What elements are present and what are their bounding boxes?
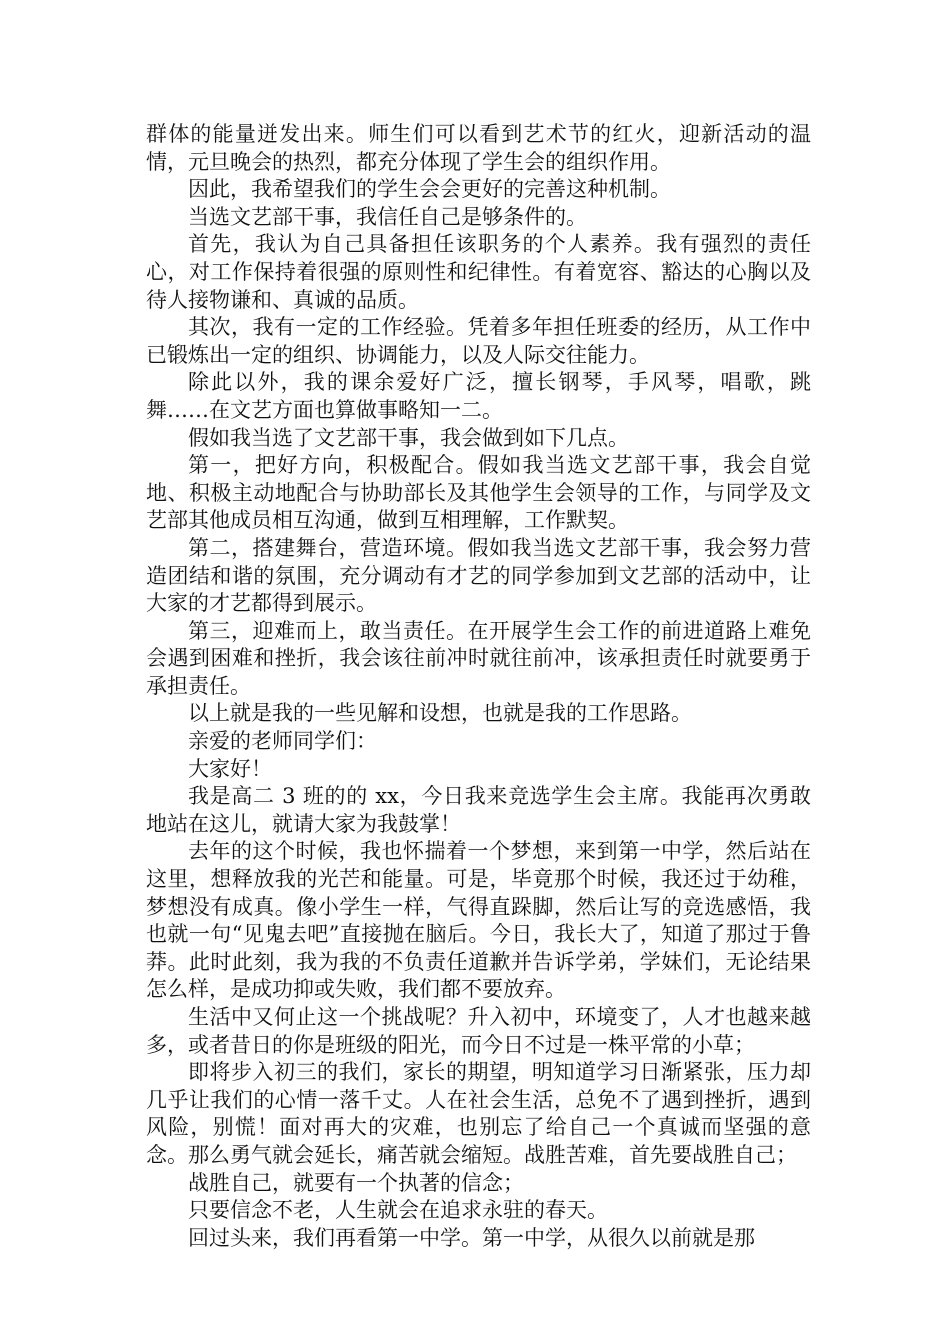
paragraph: 群体的能量迸发出来。师生们可以看到艺术节的红火，迎新活动的温情，元旦晚会的热烈，都充分体现了学生会的组织作用。 xyxy=(146,122,811,174)
paragraph: 去年的这个时候，我也怀揣着一个梦想，来到第一中学，然后站在这里，想释放我的光芒和能量。可是，毕竟那个时候，我还过于幼稚，梦想没有成真。像小学生一样，气得直跺脚，然后让写的竞选感悟，我也就一句“见鬼去吧”直接抛在脑后。今日，我长大了，知道了那过于鲁莽。此时此刻，我为我的不负责任道歉并告诉学弟，学妹们，无论结果怎么样，是成功抑或失败，我们都不要放弃。 xyxy=(146,839,811,1002)
document-page xyxy=(146,121,811,1252)
paragraph: 其次，我有一定的工作经验。凭着多年担任班委的经历，从工作中已锻炼出一定的组织、协调能力，以及人际交往能力。 xyxy=(146,315,811,367)
paragraph: 第三，迎难而上，敢当责任。在开展学生会工作的前进道路上难免会遇到困难和挫折，我会该往前冲时就往前冲，该承担责任时就要勇于承担责任。 xyxy=(146,618,811,698)
paragraph: 即将步入初三的我们，家长的期望，明知道学习日渐紧张，压力却几乎让我们的心情一落千丈。人在社会生活，总免不了遇到挫折，遇到风险，别慌！面对再大的灾难，也别忘了给自己一个真诚而坚强的意念。那么勇气就会延长，痛苦就会缩短。战胜苦难，首先要战胜自己； xyxy=(146,1060,811,1167)
greeting: 大家好！ xyxy=(188,756,272,781)
paragraph: 战胜自己，就要有一个执著的信念； xyxy=(188,1170,524,1195)
paragraph: 当选文艺部干事，我信任自己是够条件的。 xyxy=(188,204,587,229)
paragraph: 以上就是我的一些见解和设想，也就是我的工作思路。 xyxy=(188,701,692,726)
paragraph: 回过头来，我们再看第一中学。第一中学，从很久以前就是那 xyxy=(188,1225,755,1250)
paragraph: 假如我当选了文艺部干事，我会做到如下几点。 xyxy=(188,425,629,450)
paragraph: 第二，搭建舞台，营造环境。假如我当选文艺部干事，我会努力营造团结和谐的氛围，充分调动有才艺的同学参加到文艺部的活动中，让大家的才艺都得到展示。 xyxy=(146,535,811,616)
paragraph: 第一，把好方向，积极配合。假如我当选文艺部干事，我会自觉地、积极主动地配合与协助部长及其他学生会领导的工作，与同学及文艺部其他成员相互沟通，做到互相理解，工作默契。 xyxy=(146,453,811,533)
paragraph: 因此，我希望我们的学生会会更好的完善这种机制。 xyxy=(188,177,671,202)
paragraph: 首先，我认为自己具备担任该职务的个人素养。我有强烈的责任心，对工作保持着很强的原则性和纪律性。有着宽容、豁达的心胸以及待人接物谦和、真诚的品质。 xyxy=(146,232,811,312)
paragraph: 只要信念不老，人生就会在追求永驻的春天。 xyxy=(188,1198,608,1223)
paragraph: 我是高二 3 班的的 xx，今日我来竞选学生会主席。我能再次勇敢地站在这儿，就请大家为我鼓掌！ xyxy=(146,784,811,836)
paragraph: 生活中又何止这一个挑战呢？升入初中，环境变了，人才也越来越多，或者昔日的你是班级的阳光，而今日不过是一株平常的小草； xyxy=(146,1005,811,1057)
salutation: 亲爱的老师同学们： xyxy=(188,729,377,754)
paragraph: 除此以外，我的课余爱好广泛，擅长钢琴，手风琴，唱歌，跳舞……在文艺方面也算做事略知一二。 xyxy=(146,370,811,422)
